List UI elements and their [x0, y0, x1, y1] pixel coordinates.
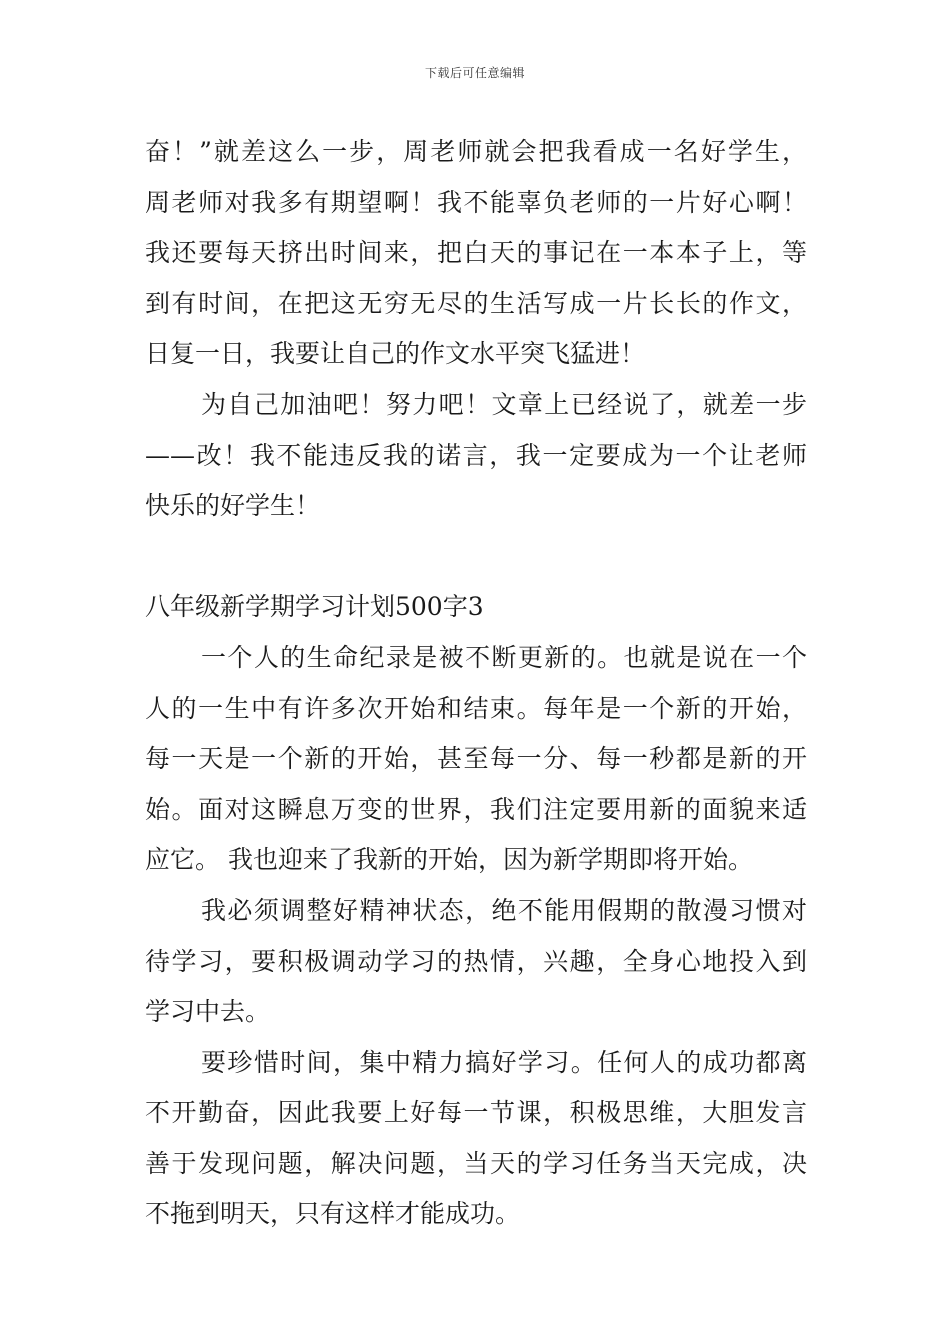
text-line: 为自己加油吧！努力吧！文章上已经说了，就差一步 [201, 389, 807, 419]
text-line: 善于发现问题，解决问题，当天的学习任务当天完成，决 [145, 1148, 807, 1178]
text-line: 待学习，要积极调动学习的热情，兴趣，全身心地投入到 [145, 946, 807, 976]
text-line: 不拖到明天，只有这样才能成功。 [145, 1199, 521, 1229]
text-line: 到有时间，在把这无穷无尽的生活写成一片长长的作文， [145, 288, 807, 318]
paragraph [145, 1038, 807, 1240]
paragraph [145, 886, 807, 1038]
text-line: 快乐的好学生！ [145, 491, 321, 521]
paragraph [145, 380, 807, 532]
text-line: ——改！我不能违反我的诺言，我一定要成为一个让老师 [145, 440, 807, 470]
document-body [145, 127, 807, 1240]
text-line: 我必须调整好精神状态，绝不能用假期的散漫习惯对 [201, 895, 807, 925]
text-line: 一个人的生命纪录是被不断更新的。也就是说在一个 [201, 642, 807, 672]
text-line: 不开勤奋，因此我要上好每一节课，积极思维，大胆发言 [145, 1098, 807, 1128]
text-line: 学习中去。 [145, 997, 271, 1027]
paragraph [145, 633, 807, 886]
page-header: 下载后可任意编辑 [424, 66, 525, 80]
text-line: 要珍惜时间，集中精力搞好学习。任何人的成功都离 [201, 1047, 807, 1077]
text-line: 每一天是一个新的开始，甚至每一分、每一秒都是新的开 [145, 744, 807, 774]
text-line: 日复一日，我要让自己的作文水平突飞猛进！ [145, 339, 646, 369]
section-heading: 八年级新学期学习计划500字3 [145, 592, 484, 622]
text-line: 奋！”就差这么一步，周老师就会把我看成一名好学生， [145, 137, 807, 166]
text-line: 周老师对我多有期望啊！我不能辜负老师的一片好心啊！ [145, 187, 807, 217]
text-line: 人的一生中有许多次开始和结束。每年是一个新的开始， [145, 693, 807, 723]
paragraph [145, 127, 807, 380]
text-line: 应它。 我也迎来了我新的开始，因为新学期即将开始。 [145, 845, 753, 875]
text-line: 我还要每天挤出时间来，把白天的事记在一本本子上，等 [145, 238, 807, 268]
text-line: 始。面对这瞬息万变的世界，我们注定要用新的面貌来适 [145, 794, 807, 824]
blank-line [145, 532, 807, 583]
